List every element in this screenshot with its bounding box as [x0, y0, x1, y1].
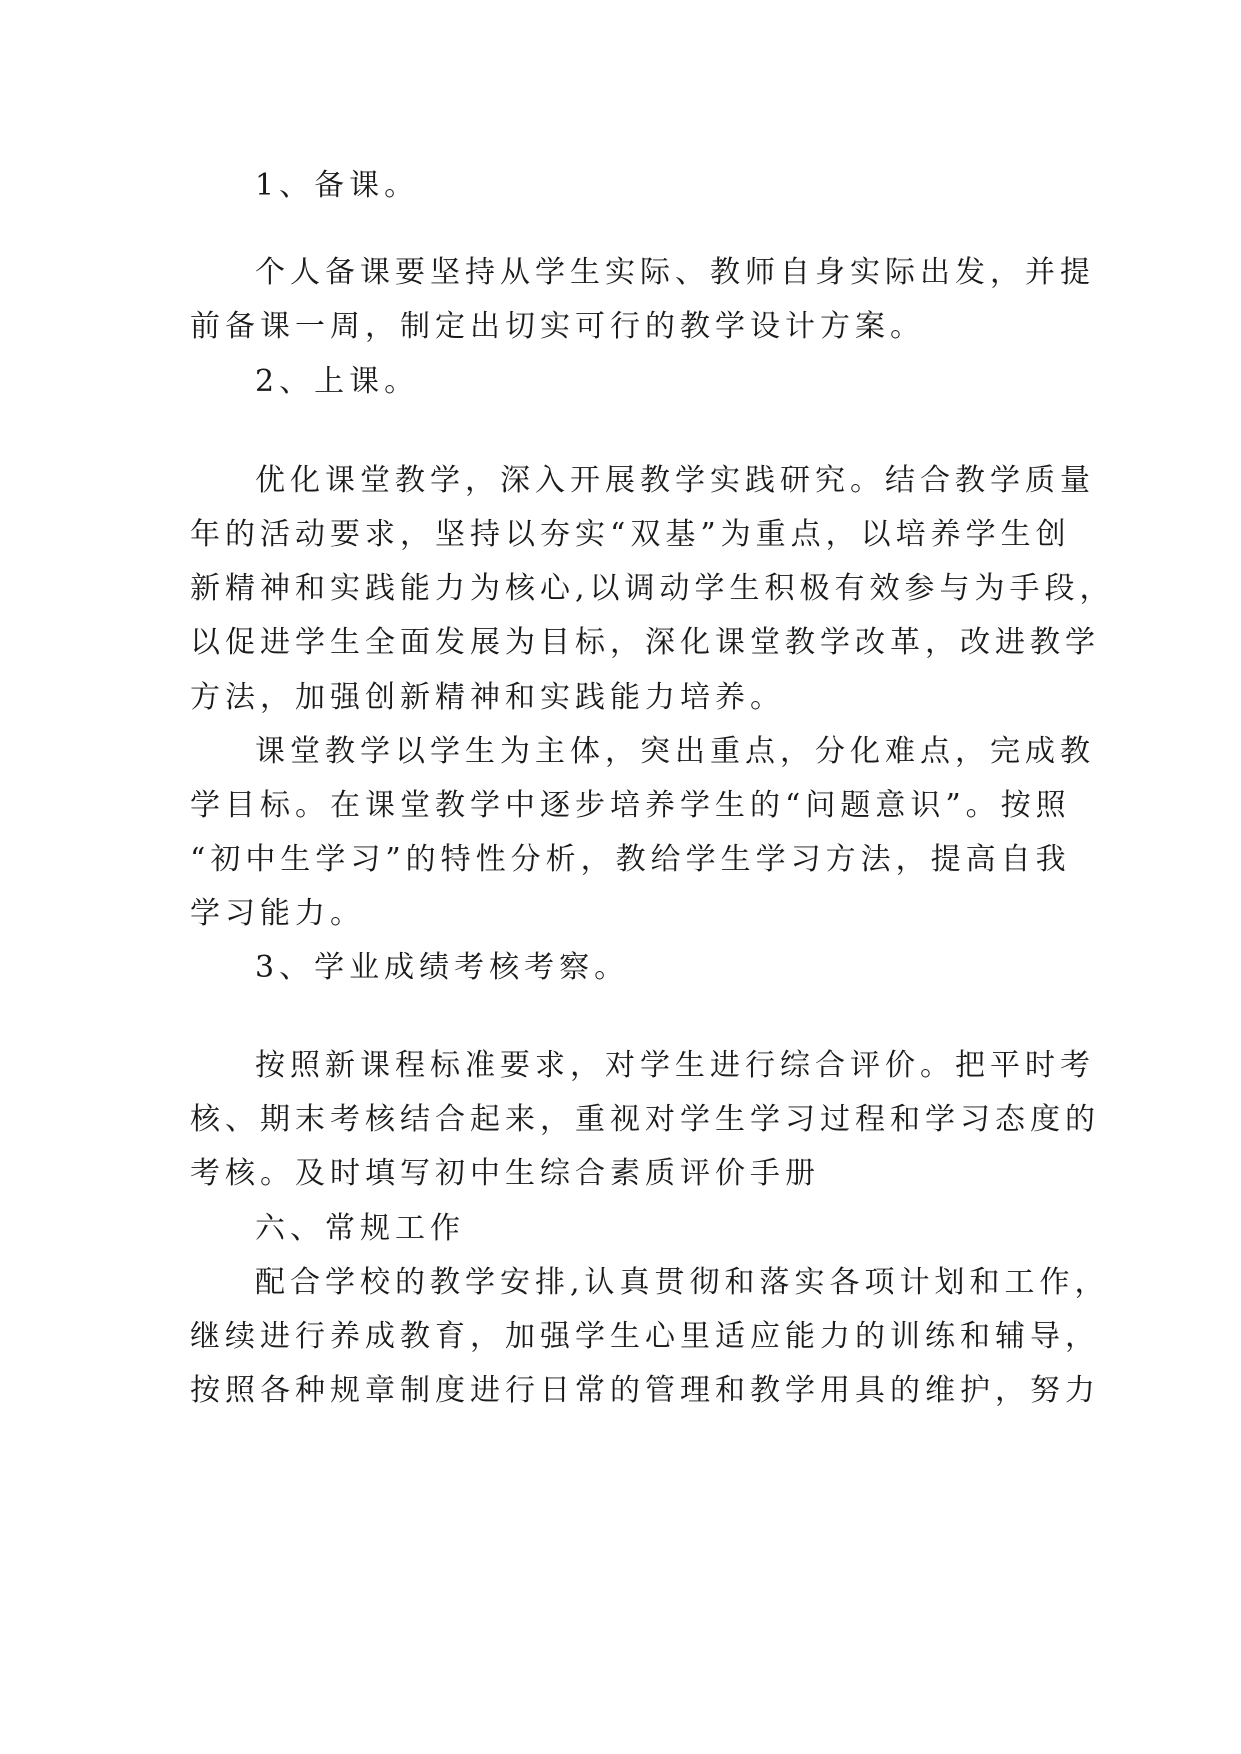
heading-class-teaching: 2、上课。 — [255, 364, 420, 399]
heading-assessment: 3、学业成绩考核考察。 — [255, 950, 630, 985]
paragraph-line: 优化课堂教学，深入开展教学实践研究。结合教学质量 — [255, 463, 1095, 498]
paragraph-line: 年的活动要求，坚持以夯实“双基”为重点，以培养学生创 — [190, 517, 1071, 552]
paragraph-line: 考核。及时填写初中生综合素质评价手册 — [190, 1156, 820, 1191]
paragraph-line: 新精神和实践能力为核心,以调动学生积极有效参与为手段， — [190, 571, 1115, 606]
paragraph-line: 配合学校的教学安排,认真贯彻和落实各项计划和工作， — [255, 1265, 1110, 1300]
paragraph-line: 按照新课程标准要求，对学生进行综合评价。把平时考 — [255, 1048, 1095, 1083]
paragraph-line: 方法，加强创新精神和实践能力培养。 — [190, 680, 785, 715]
paragraph-line: 核、期末考核结合起来，重视对学生学习过程和学习态度的 — [190, 1102, 1100, 1137]
paragraph-line: 以促进学生全面发展为目标，深化课堂教学改革，改进教学 — [190, 625, 1100, 660]
paragraph-line: 学习能力。 — [190, 896, 365, 931]
paragraph-line: 个人备课要坚持从学生实际、教师自身实际出发，并提 — [255, 255, 1095, 290]
heading-routine-work: 六、常规工作 — [255, 1211, 465, 1246]
paragraph-line: 继续进行养成教育，加强学生心里适应能力的训练和辅导， — [190, 1319, 1100, 1354]
paragraph-line: 前备课一周，制定出切实可行的教学设计方案。 — [190, 309, 925, 344]
paragraph-line: 按照各种规章制度进行日常的管理和教学用具的维护，努力 — [190, 1373, 1100, 1408]
paragraph-line: 课堂教学以学生为主体，突出重点，分化难点，完成教 — [255, 734, 1095, 769]
heading-lesson-preparation: 1、备课。 — [255, 168, 420, 203]
paragraph-line: “初中生学习”的特性分析，教给学生学习方法，提高自我 — [190, 842, 1071, 877]
paragraph-line: 学目标。在课堂教学中逐步培养学生的“问题意识”。按照 — [190, 788, 1071, 823]
